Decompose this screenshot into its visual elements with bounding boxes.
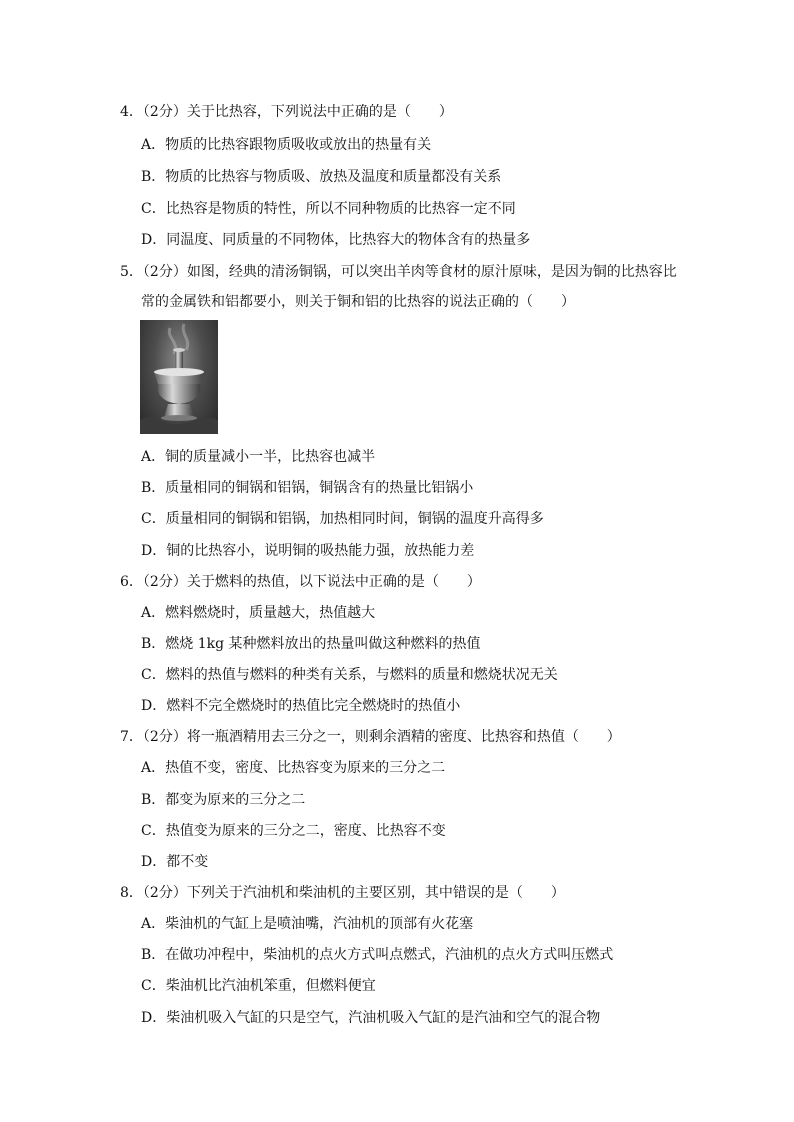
question-8-option-a: A．柴油机的气缸上是喷油嘴，汽油机的顶部有火花塞 (141, 916, 474, 932)
question-4-option-a: A．物质的比热容跟物质吸收或放出的热量有关 (141, 137, 432, 153)
copper-hotpot-photo (140, 320, 218, 434)
question-7-option-a: A．热值不变，密度、比热容变为原来的三分之二 (141, 760, 446, 776)
question-7-stem: 7．（2分）将一瓶酒精用去三分之一，则剩余酒精的密度、比热容和热值（ ） (120, 729, 621, 745)
question-5-option-a: A．铜的质量减小一半，比热容也减半 (141, 449, 376, 465)
question-6-option-c: C．燃料的热值与燃料的种类有关系，与燃料的质量和燃烧状况无关 (141, 667, 558, 683)
hotpot-illustration (140, 320, 218, 434)
question-5-option-b: B．质量相同的铜锅和铝锅，铜锅含有的热量比铝锅小 (141, 480, 474, 496)
question-7-option-c: C．热值变为原来的三分之二，密度、比热容不变 (141, 823, 446, 839)
question-7-option-b: B．都变为原来的三分之二 (141, 792, 306, 808)
question-4-stem: 4．（2分）关于比热容，下列说法中正确的是（ ） (120, 104, 453, 120)
question-4-option-d: D．同温度、同质量的不同物体，比热容大的物体含有的热量多 (141, 232, 531, 248)
question-4-option-c: C．比热容是物质的特性，所以不同种物质的比热容一定不同 (141, 201, 516, 217)
question-4-option-b: B．物质的比热容与物质吸、放热及温度和质量都没有关系 (141, 169, 502, 185)
question-6-option-b: B．燃烧 1kg 某种燃料放出的热量叫做这种燃料的热值 (141, 636, 481, 652)
question-6-stem: 6．（2分）关于燃料的热值，以下说法中正确的是（ ） (120, 574, 481, 590)
question-8-option-c: C．柴油机比汽油机笨重，但燃料便宜 (141, 978, 376, 994)
question-5-stem-line2: 常的金属铁和铝都要小，则关于铜和铝的比热容的说法正确的（ ） (141, 294, 575, 310)
question-8-stem: 8．（2分）下列关于汽油机和柴油机的主要区别，其中错误的是（ ） (120, 885, 565, 901)
question-8-option-d: D．柴油机吸入气缸的只是空气，汽油机吸入气缸的是汽油和空气的混合物 (141, 1010, 601, 1026)
question-6-option-a: A．燃料燃烧时，质量越大，热值越大 (141, 605, 376, 621)
question-5-stem-line1: 5．（2分）如图，经典的清汤铜锅，可以突出羊肉等食材的原汁原味，是因为铜的比热容比 (120, 264, 677, 280)
question-8-option-b: B．在做功冲程中，柴油机的点火方式叫点燃式，汽油机的点火方式叫压燃式 (141, 947, 614, 963)
question-7-option-d: D．都不变 (141, 854, 209, 870)
question-6-option-d: D．燃料不完全燃烧时的热值比完全燃烧时的热值小 (141, 698, 461, 714)
question-5-option-d: D．铜的比热容小，说明铜的吸热能力强，放热能力差 (141, 543, 475, 559)
question-5-option-c: C．质量相同的铜锅和铝锅，加热相同时间，铜锅的温度升高得多 (141, 511, 544, 527)
